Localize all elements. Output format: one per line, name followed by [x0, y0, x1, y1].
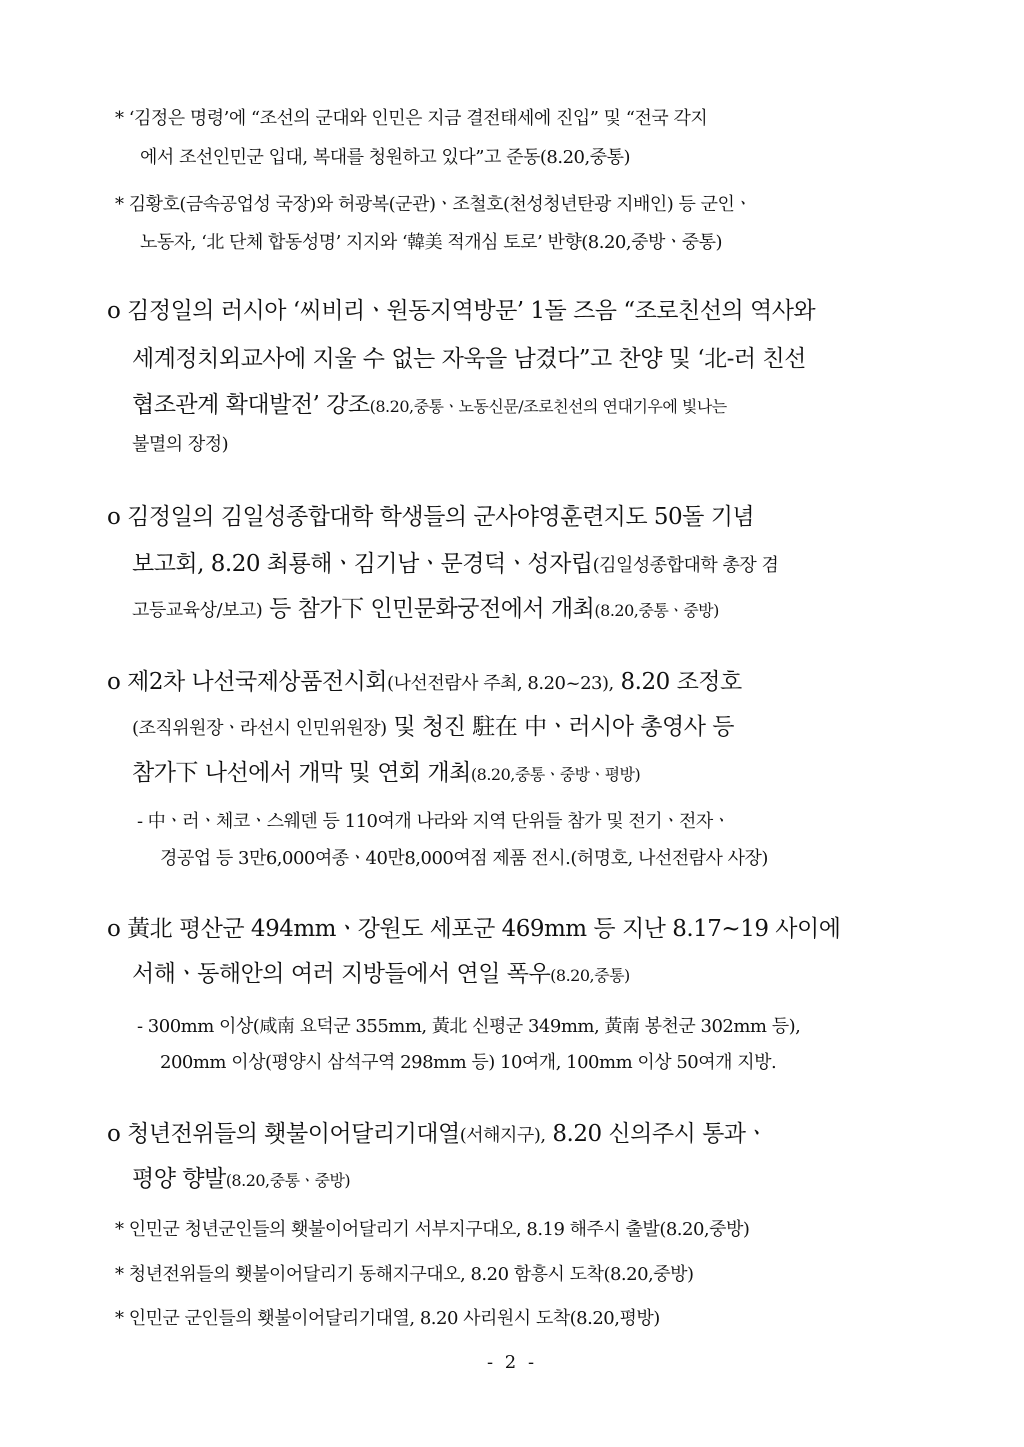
item-3-sub-line-2: 경공업 등 3만6,000여종ㆍ40만8,000여점 제품 전시.(허명호, 나선전람사 사장)	[160, 848, 768, 869]
note-bottom-3: * 인민군 군인들의 횃불이어달리기대열, 8.20 사리원시 도착(8.20,평방)	[115, 1308, 660, 1329]
item-4-line-2-source: (8.20,중통)	[550, 966, 630, 985]
item-5-line-2-source: (8.20,중통ㆍ중방)	[225, 1171, 351, 1190]
item-3-line-2	[132, 708, 734, 741]
item-1-line-4: 불멸의 장정)	[132, 434, 229, 455]
item-5-line-1-main: o 청년전위들의 횃불이어달리기대열	[107, 1121, 460, 1147]
item-5-line-2	[132, 1160, 350, 1193]
item-5-line-1-tail: 8.20 신의주시 통과ㆍ	[545, 1121, 768, 1147]
item-4-line-2	[132, 955, 630, 988]
item-4-sub-line-1: - 300mm 이상(咸南 요덕군 355mm, 黃北 신평군 349mm, 黃南 봉천군 302mm 등),	[137, 1016, 801, 1037]
item-4-line-1: o 黃北 평산군 494mmㆍ강원도 세포군 469mm 등 지난 8.17~19 사이에	[107, 916, 841, 942]
note-2-line-2: 노동자, ‘北 단체 합동성명’ 지지와 ‘韓美 적개심 토로’ 반향(8.20,중방ㆍ중통)	[140, 232, 723, 253]
item-2-line-1: o 김정일의 김일성종합대학 학생들의 군사야영훈련지도 50돌 기념	[107, 504, 755, 530]
item-1-line-2: 세계정치외교사에 지울 수 없는 자욱을 남겼다”고 찬양 및 ‘北-러 친선	[132, 346, 806, 372]
item-2-line-2-note: (김일성종합대학 총장 겸	[592, 555, 779, 576]
item-5-line-2-main: 평양 향발	[132, 1166, 226, 1192]
item-4-line-2-main: 서해ㆍ동해안의 여러 지방들에서 연일 폭우	[132, 961, 551, 987]
page-number: - 2 -	[486, 1352, 538, 1373]
note-2-line-1: * 김황호(금속공업성 국장)와 허광복(군관)ㆍ조철호(천성청년탄광 지배인) 등 군인ㆍ	[115, 194, 752, 215]
item-3-line-3	[132, 754, 640, 787]
item-2-line-3-main: 등 참가下 인민문화궁전에서 개최	[262, 596, 595, 622]
item-3-line-1	[107, 663, 742, 696]
note-1-line-1: * ‘김정은 명령’에 “조선의 군대와 인민은 지금 결전태세에 진입” 및 “전국 각지	[115, 108, 708, 129]
item-1-line-3-source: (8.20,중통ㆍ노동신문/조로친선의 연대기우에 빛나는	[369, 397, 727, 416]
item-5-line-1	[107, 1115, 767, 1148]
item-3-line-2-main: 및 청진 駐在 中ㆍ러시아 총영사 등	[386, 714, 734, 740]
item-4-sub-line-2: 200mm 이상(평양시 삼석구역 298mm 등) 10여개, 100mm 이상 50여개 지방.	[160, 1052, 777, 1073]
item-2-line-3	[132, 590, 719, 623]
item-3-line-1-note: (나선전람사 주최, 8.20~23),	[387, 673, 614, 694]
item-3-line-2-note: (조직위원장ㆍ라선시 인민위원장)	[132, 718, 387, 739]
item-3-line-1-tail: 8.20 조정호	[613, 669, 742, 695]
note-1-line-2: 에서 조선인민군 입대, 복대를 청원하고 있다”고 준동(8.20,중통)	[140, 147, 631, 168]
item-2-line-2-main: 보고회, 8.20 최룡해ㆍ김기남ㆍ문경덕ㆍ성자립	[132, 551, 593, 577]
item-2-line-2	[132, 545, 778, 578]
note-bottom-2: * 청년전위들의 횃불이어달리기 동해지구대오, 8.20 함흥시 도착(8.20,중방)	[115, 1264, 694, 1285]
item-2-line-3-note: 고등교육상/보고)	[132, 600, 263, 621]
item-3-line-1-main: o 제2차 나선국제상품전시회	[107, 669, 388, 695]
item-1-line-3-main: 협조관계 확대발전’ 강조	[132, 392, 370, 418]
item-3-line-3-main: 참가下 나선에서 개막 및 연회 개최	[132, 760, 471, 786]
item-3-line-3-source: (8.20,중통ㆍ중방ㆍ평방)	[470, 765, 641, 784]
item-1-line-3	[132, 386, 727, 419]
item-5-line-1-note: (서해지구),	[459, 1125, 546, 1146]
item-2-line-3-source: (8.20,중통ㆍ중방)	[594, 601, 719, 620]
item-3-sub-line-1: - 中ㆍ러ㆍ체코ㆍ스웨덴 등 110여개 나라와 지역 단위들 참가 및 전기ㆍ전자ㆍ	[137, 811, 730, 832]
note-bottom-1: * 인민군 청년군인들의 횃불이어달리기 서부지구대오, 8.19 해주시 출발(8.20,중방)	[115, 1219, 750, 1240]
item-1-line-1: o 김정일의 러시아 ‘씨비리ㆍ원동지역방문’ 1돌 즈음 “조로친선의 역사와	[107, 298, 816, 324]
